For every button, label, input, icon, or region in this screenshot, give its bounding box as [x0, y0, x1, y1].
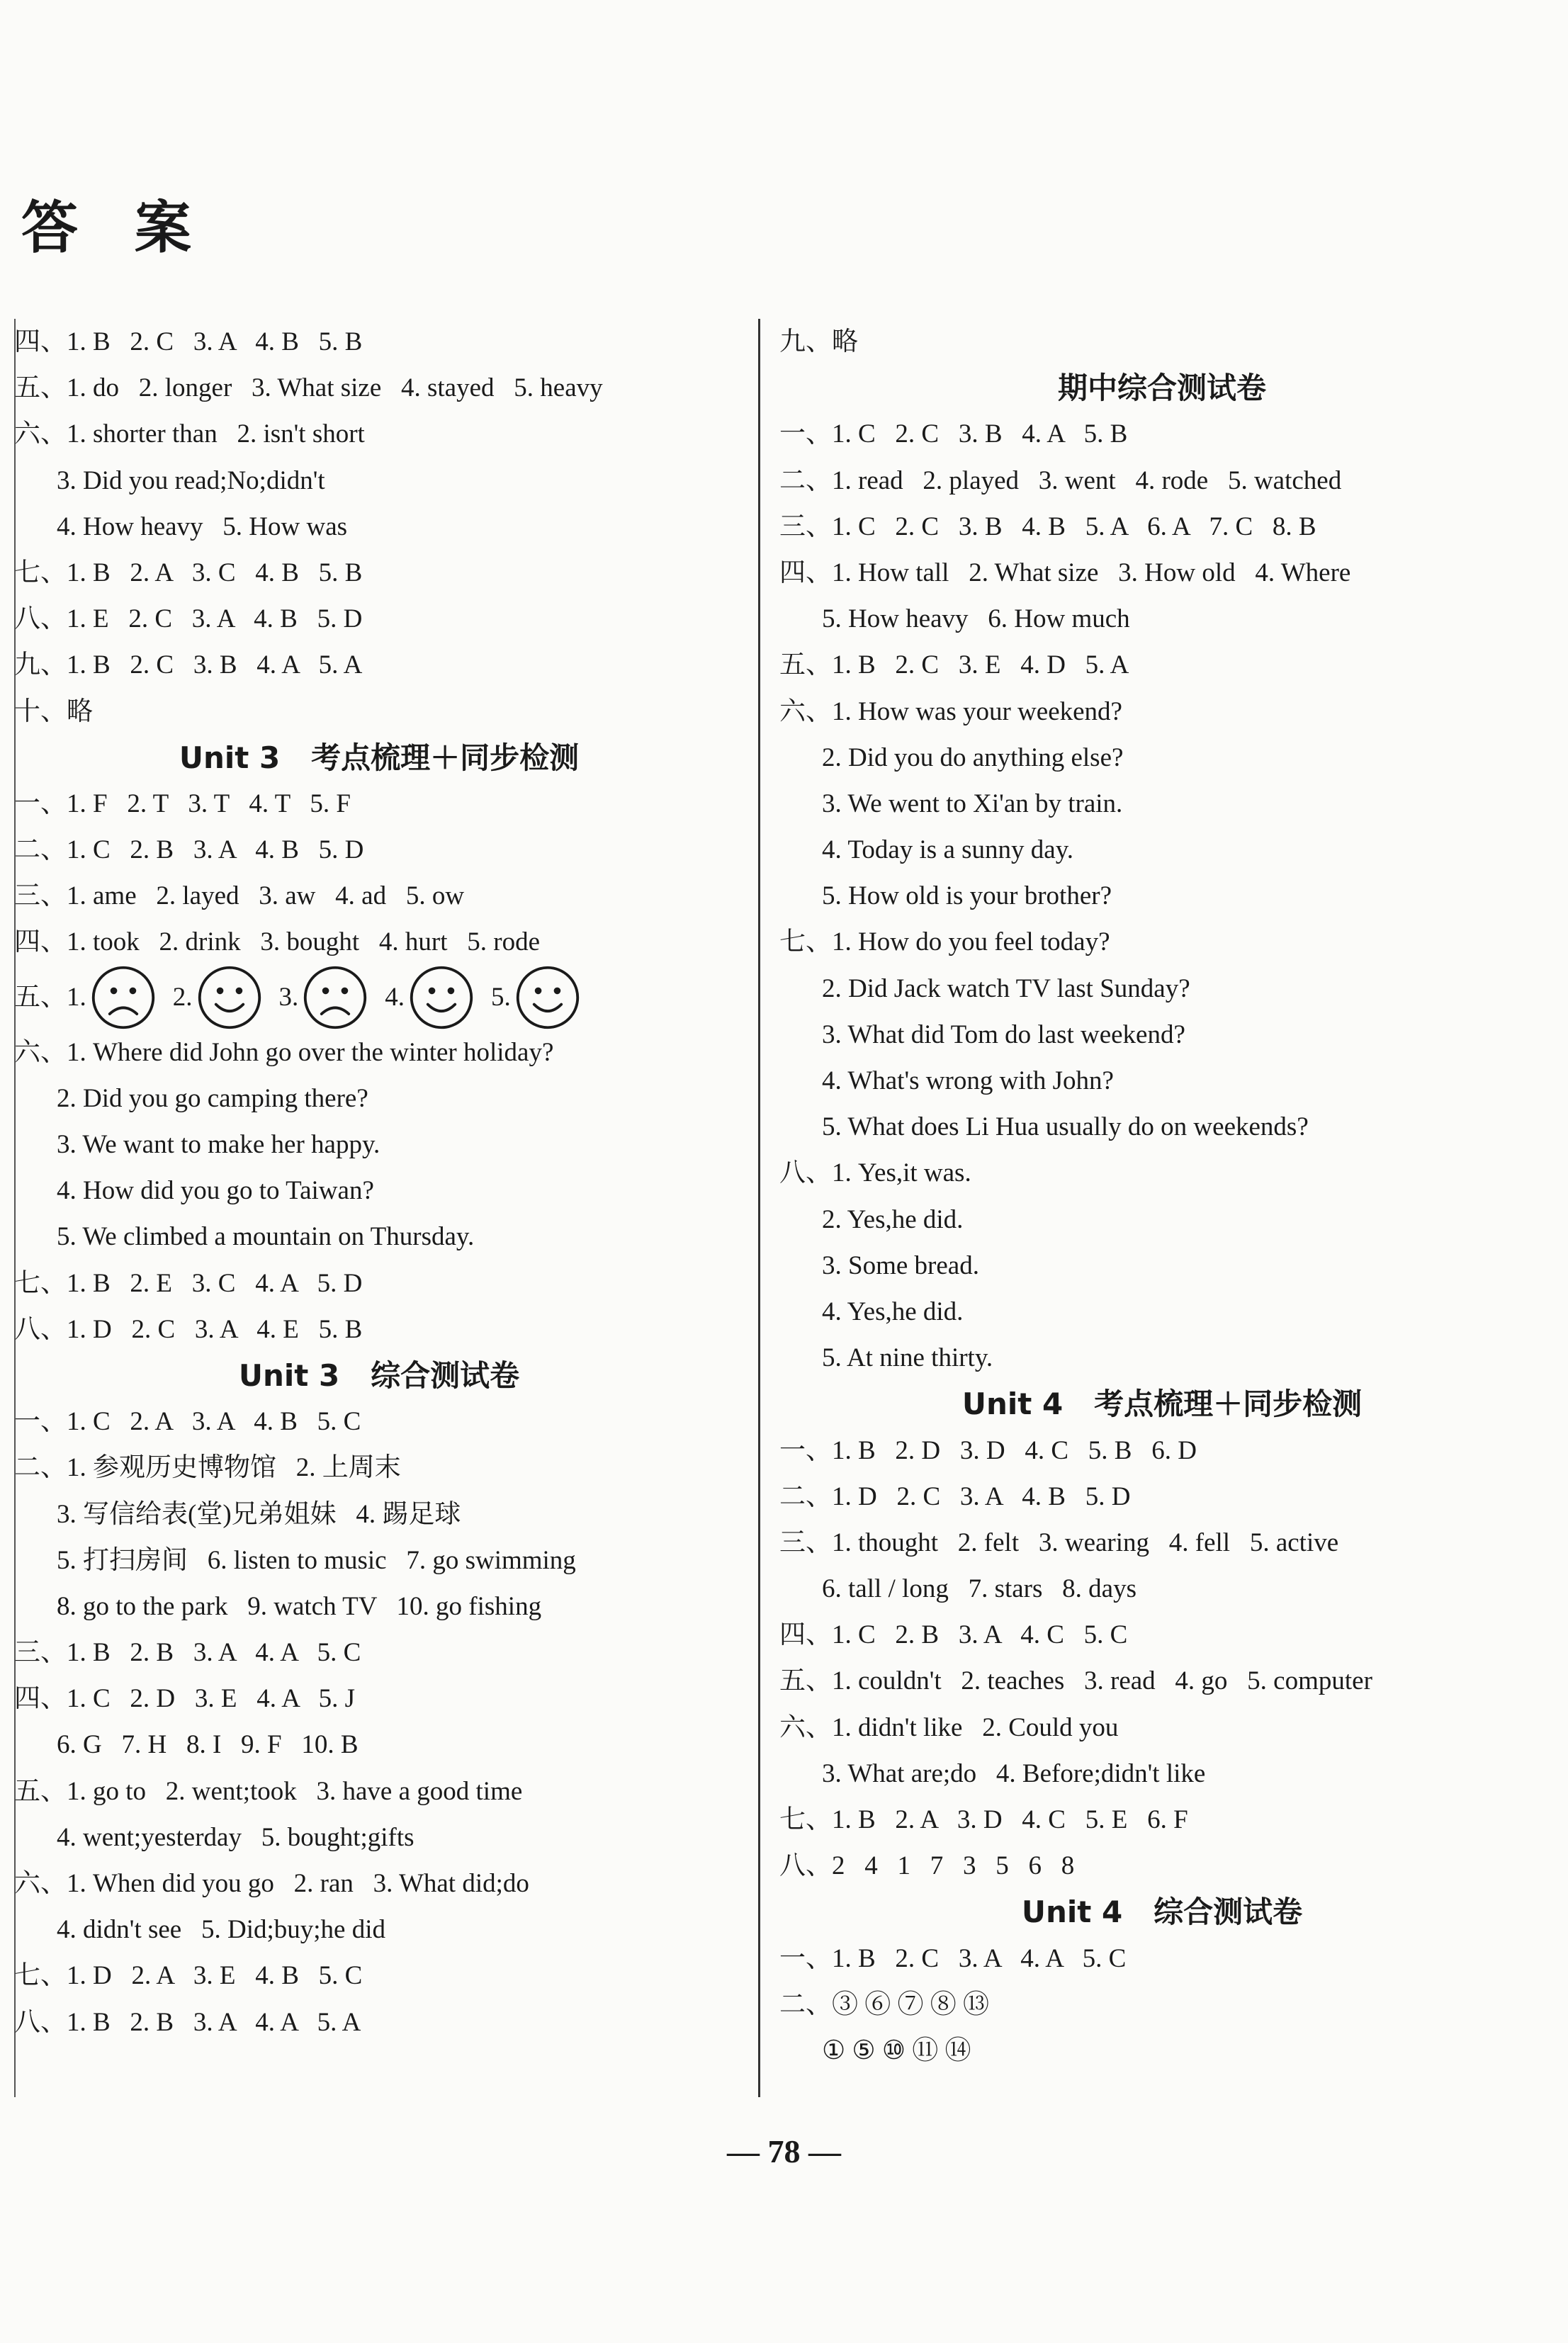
face-answer — [385, 964, 475, 1032]
answer-line: 八、1. B 2. B 3. A 4. A 5. A — [14, 2007, 361, 2037]
sad-face-icon — [301, 964, 369, 1032]
answer-line: 七、1. B 2. A 3. D 4. C 5. E 6. F — [779, 1805, 1188, 1834]
answer-line: 三、1. B 2. B 3. A 4. A 5. C — [14, 1638, 361, 1668]
happy-face-icon — [196, 964, 264, 1032]
answer-line: 六、1. When did you go 2. ran 3. What did;do — [14, 1869, 529, 1898]
face-answer — [279, 964, 370, 1032]
answer-line: 二、1. D 2. C 3. A 4. B 5. D — [779, 1481, 1131, 1511]
answer-line-continued: 2. Did you do anything else? — [822, 743, 1124, 772]
answer-line: 四、1. C 2. B 3. A 4. C 5. C — [779, 1620, 1128, 1650]
right-column — [779, 319, 1545, 2074]
answer-line: 十、略 — [14, 696, 93, 726]
answer-line-continued: 3. We went to Xi'an by train. — [822, 789, 1123, 818]
answer-line-continued: 8. go to the park 9. watch TV 10. go fishing — [57, 1591, 542, 1621]
answer-line: 八、2 4 1 7 3 5 6 8 — [779, 1851, 1075, 1881]
column-divider — [758, 319, 760, 2097]
answer-line-continued: 4. went;yesterday 5. bought;gifts — [57, 1822, 414, 1852]
face-answer-number: 2. — [172, 982, 193, 1012]
answer-line: 二、1. read 2. played 3. went 4. rode 5. watched — [779, 465, 1342, 495]
answer-line: 四、1. B 2. C 3. A 4. B 5. B — [14, 327, 363, 356]
answer-line-continued: 5. At nine thirty. — [822, 1343, 993, 1373]
face-answer — [491, 964, 582, 1032]
page-number: — 78 — — [727, 2133, 841, 2169]
answer-line: 八、1. Yes,it was. — [779, 1158, 971, 1188]
face-answer-number: 4. — [385, 982, 405, 1012]
answer-line-continued: 4. didn't see 5. Did;buy;he did — [57, 1915, 385, 1945]
answer-line-continued: 5. How heavy 6. How much — [822, 604, 1130, 634]
answer-line: 三、1. C 2. C 3. B 4. B 5. A 6. A 7. C 8. B — [779, 512, 1316, 541]
face-answer-number: 1. — [67, 982, 86, 1012]
answer-line-continued: 2. Did Jack watch TV last Sunday? — [822, 973, 1190, 1003]
face-answer-number: 5. — [491, 982, 511, 1012]
answer-line: 五、1. go to 2. went;took 3. have a good time — [14, 1776, 523, 1806]
answer-line-continued: 6. G 7. H 8. I 9. F 10. B — [57, 1730, 359, 1760]
answer-line: 六、1. Where did John go over the winter holiday? — [14, 1037, 554, 1067]
answer-line: 六、1. didn't like 2. Could you — [779, 1712, 1119, 1742]
answer-line: 三、1. thought 2. felt 3. wearing 4. fell 5. active — [779, 1528, 1339, 1557]
answer-line-continued: 4. Today is a sunny day. — [822, 835, 1074, 865]
answer-line-continued: 4. What's wrong with John? — [822, 1066, 1114, 1095]
answer-line: 八、1. E 2. C 3. A 4. B 5. D — [14, 604, 363, 634]
answer-line: 八、1. D 2. C 3. A 4. E 5. B — [14, 1314, 363, 1344]
answer-line-continued: 3. Some bread. — [822, 1250, 979, 1280]
answer-line: 一、1. B 2. D 3. D 4. C 5. B 6. D — [779, 1435, 1197, 1465]
answer-line-continued: 4. How heavy 5. How was — [57, 512, 348, 541]
left-column — [14, 319, 744, 2045]
section-heading: Unit 3 综合测试卷 — [238, 1357, 520, 1393]
answer-line: 七、1. B 2. A 3. C 4. B 5. B — [14, 558, 363, 587]
answer-line-continued: 5. What does Li Hua usually do on weekends? — [822, 1112, 1309, 1142]
happy-face-icon — [407, 964, 475, 1032]
answer-line: 六、1. shorter than 2. isn't short — [14, 419, 365, 449]
answer-line: 七、1. D 2. A 3. E 4. B 5. C — [14, 1961, 363, 1991]
section-heading: Unit 4 考点梳理＋同步检测 — [961, 1387, 1363, 1422]
section-heading: Unit 4 综合测试卷 — [1021, 1895, 1303, 1930]
answer-line: 二、③ ⑥ ⑦ ⑧ ⑬ — [779, 1989, 989, 2019]
answer-line-continued: 3. What did Tom do last weekend? — [822, 1020, 1185, 1049]
answer-line: 四、1. How tall 2. What size 3. How old 4. Where — [779, 558, 1351, 587]
answer-line: 五、1. do 2. longer 3. What size 4. stayed 5. heavy — [14, 373, 603, 403]
answer-line-continued: 5. How old is your brother? — [822, 881, 1112, 911]
face-answer-number: 3. — [278, 982, 299, 1012]
answer-line-continued: 2. Did you go camping there? — [57, 1083, 368, 1113]
answer-line-continued: 5. We climbed a mountain on Thursday. — [57, 1222, 475, 1252]
sad-face-icon — [89, 964, 157, 1032]
answer-line: 一、1. F 2. T 3. T 4. T 5. F — [14, 789, 351, 818]
answer-line-continued: 3. Did you read;No;didn't — [57, 465, 325, 495]
answer-line: 一、1. C 2. A 3. A 4. B 5. C — [14, 1407, 361, 1437]
answer-line: 四、1. took 2. drink 3. bought 4. hurt 5. rode — [14, 927, 541, 957]
face-answer-row — [14, 966, 744, 1029]
face-row-label: 五、 — [14, 982, 67, 1012]
answer-line-continued: 4. Yes,he did. — [822, 1297, 964, 1326]
answer-line-continued: ① ⑤ ⑩ ⑪ ⑭ — [822, 2036, 971, 2065]
face-answer — [67, 964, 157, 1032]
answer-line-continued: 3. What are;do 4. Before;didn't like — [822, 1758, 1206, 1788]
answer-line-continued: 3. 写信给表(堂)兄弟姐妹 4. 踢足球 — [57, 1499, 461, 1529]
page-title: 答 案 — [21, 195, 210, 261]
answer-line: 四、1. C 2. D 3. E 4. A 5. J — [14, 1684, 356, 1714]
answer-line: 六、1. How was your weekend? — [779, 696, 1122, 726]
face-answer — [173, 964, 264, 1032]
answer-line: 一、1. B 2. C 3. A 4. A 5. C — [779, 1943, 1127, 1973]
answer-line: 七、1. How do you feel today? — [779, 927, 1110, 957]
happy-face-icon — [514, 964, 582, 1032]
answer-line-continued: 2. Yes,he did. — [822, 1204, 964, 1234]
answer-line-continued: 5. 打扫房间 6. listen to music 7. go swimming — [57, 1545, 576, 1575]
answer-line: 二、1. C 2. B 3. A 4. B 5. D — [14, 835, 364, 865]
answer-line: 五、1. B 2. C 3. E 4. D 5. A — [779, 650, 1129, 680]
section-heading: Unit 3 考点梳理＋同步检测 — [179, 740, 580, 775]
answer-line: 七、1. B 2. E 3. C 4. A 5. D — [14, 1268, 363, 1298]
answer-line-continued: 4. How did you go to Taiwan? — [57, 1176, 374, 1206]
answer-line-continued: 6. tall / long 7. stars 8. days — [822, 1574, 1136, 1604]
answer-line-continued: 3. We want to make her happy. — [57, 1130, 380, 1159]
section-heading: 期中综合测试卷 — [1057, 371, 1266, 406]
answer-line: 五、1. couldn't 2. teaches 3. read 4. go 5. computer — [779, 1666, 1372, 1696]
answer-line: 九、1. B 2. C 3. B 4. A 5. A — [14, 650, 363, 680]
answer-line: 九、略 — [779, 327, 858, 356]
answer-line: 三、1. ame 2. layed 3. aw 4. ad 5. ow — [14, 881, 465, 911]
answer-line: 二、1. 参观历史博物馆 2. 上周末 — [14, 1453, 401, 1483]
answer-line: 一、1. C 2. C 3. B 4. A 5. B — [779, 419, 1128, 449]
